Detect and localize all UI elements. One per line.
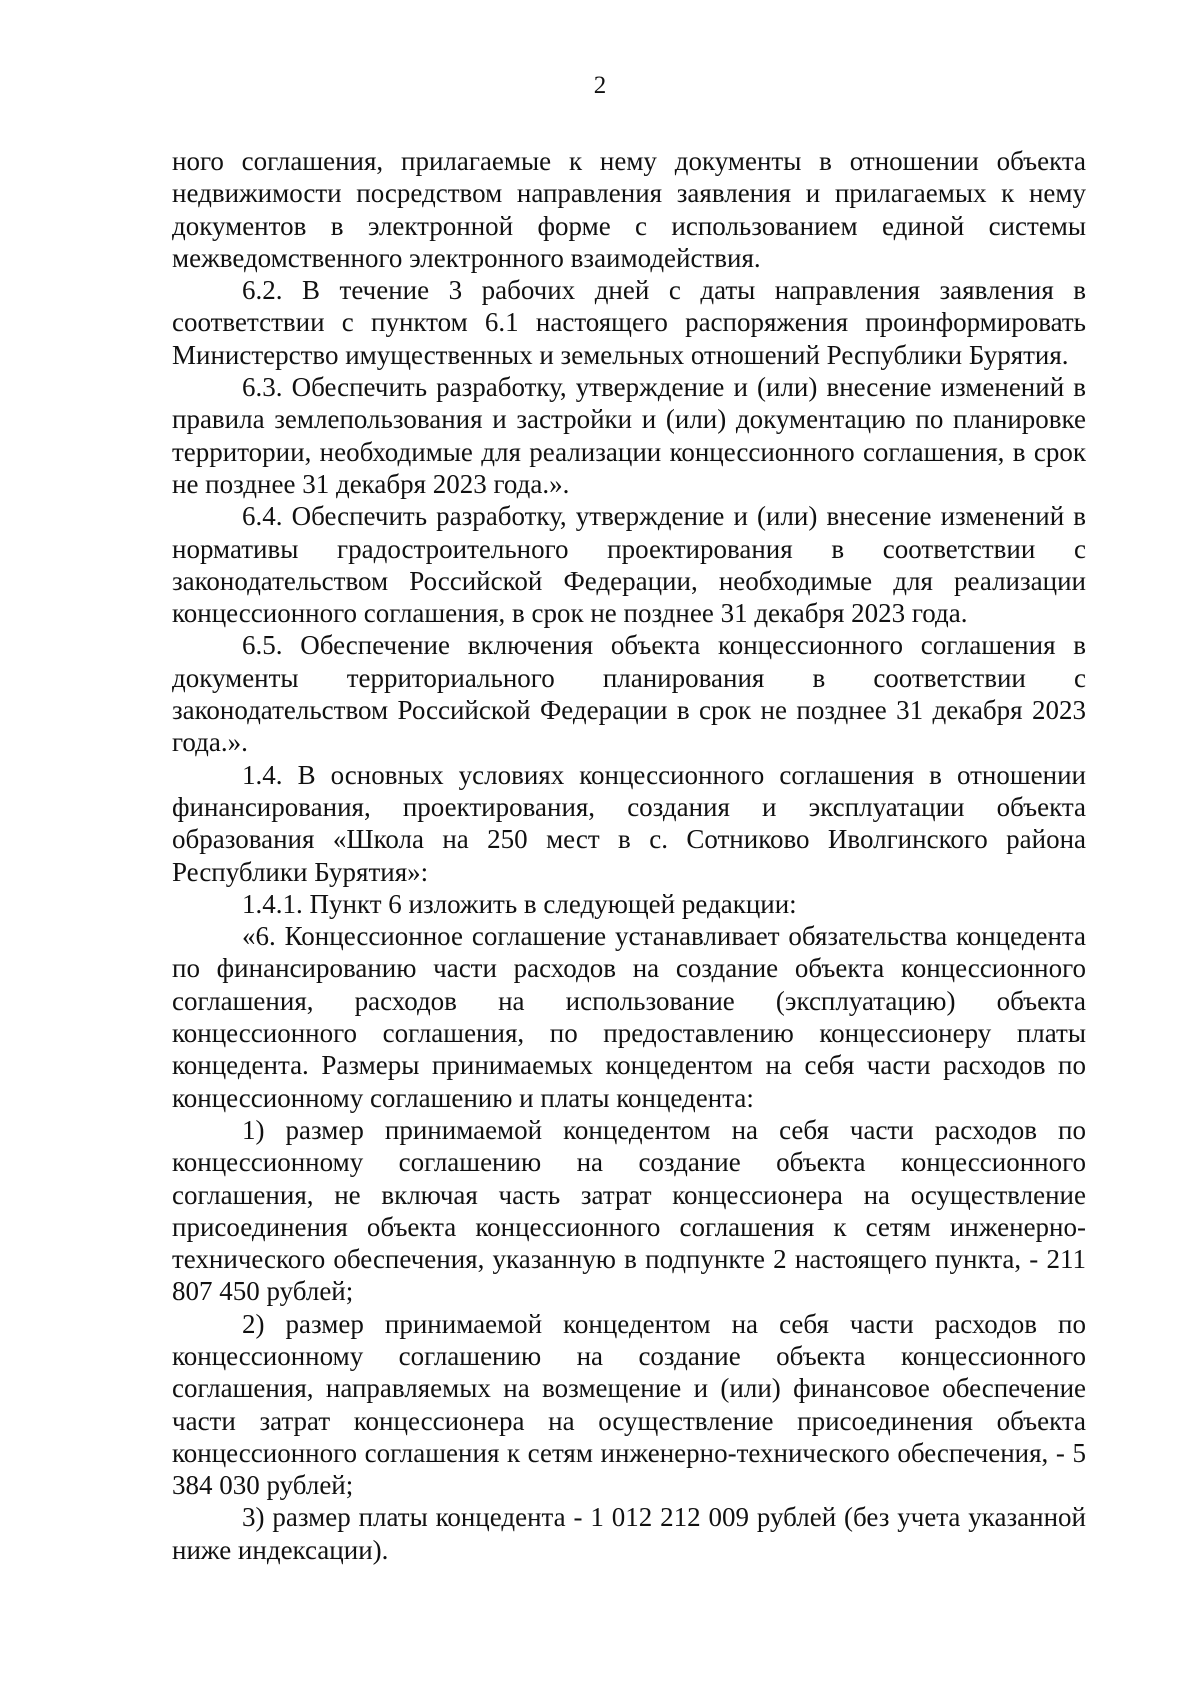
- paragraph-clause-6: «6. Концессионное соглашение устанавливает обязательства концедента по финансированию части расходов на создание объекта концессионного соглашения, расходов на использование (эксплуатацию) объекта концессионного соглашения, по предоставлению концессионеру платы концедента. Размеры принимаемых концедентом на себя части расходов по концессионному соглашению и платы концедента:: [172, 921, 1086, 1113]
- paragraph-item-2: 2) размер принимаемой концедентом на себя части расходов по концессионному соглашению на создание объекта концессионного соглашения, направляемых на возмещение и (или) финансовое обеспечение части затрат концессионера на осуществление присоединения объекта концессионного соглашения к сетям инженерно-технического обеспечения, - 5 384 030 рублей;: [172, 1308, 1086, 1501]
- paragraph-6-4: 6.4. Обеспечить разработку, утверждение и (или) внесение изменений в нормативы градостроительного проектирования в соответствии с законодательством Российской Федерации, необходимые для реализации концессионного соглашения, в срок не позднее 31 декабря 2023 года.: [172, 501, 1086, 629]
- paragraph-1-4-1: 1.4.1. Пункт 6 изложить в следующей редакции:: [242, 888, 797, 919]
- paragraph-item-3: 3) размер платы концедента - 1 012 212 009 рублей (без учета указанной ниже индексации).: [172, 1502, 1086, 1565]
- document-body: [172, 145, 1086, 1566]
- paragraph-6-5: 6.5. Обеспечение включения объекта концессионного соглашения в документы территориального планирования в соответствии с законодательством Российской Федерации в срок не позднее 31 декабря 2023 года.».: [172, 630, 1086, 758]
- paragraph-continuation: ного соглашения, прилагаемые к нему документы в отношении объекта недвижимости посредством направления заявления и прилагаемых к нему документов в электронной форме с использованием единой системы межведомственного электронного взаимодействия.: [172, 146, 1086, 273]
- paragraph-6-2: 6.2. В течение 3 рабочих дней с даты направления заявления в соответствии с пунктом 6.1 настоящего распоряжения проинформировать Министерство имущественных и земельных отношений Республики Бурятия.: [172, 275, 1086, 370]
- page-number: 2: [593, 72, 607, 99]
- paragraph-item-1: 1) размер принимаемой концедентом на себя части расходов по концессионному соглашению на создание объекта концессионного соглашения, не включая часть затрат концессионера на осуществление присоединения объекта концессионного соглашения к сетям инженерно-технического обеспечения, указанную в подпункте 2 настоящего пункта, - 211 807 450 рублей;: [172, 1114, 1086, 1307]
- paragraph-6-3: 6.3. Обеспечить разработку, утверждение и (или) внесение изменений в правила землепользования и застройки и (или) документацию по планировке территории, необходимые для реализации концессионного соглашения, в срок не позднее 31 декабря 2023 года.».: [172, 372, 1086, 499]
- paragraph-1-4: 1.4. В основных условиях концессионного соглашения в отношении финансирования, проектирования, создания и эксплуатации объекта образования «Школа на 250 мест в с. Сотниково Иволгинского района Республики Бурятия»:: [172, 759, 1086, 887]
